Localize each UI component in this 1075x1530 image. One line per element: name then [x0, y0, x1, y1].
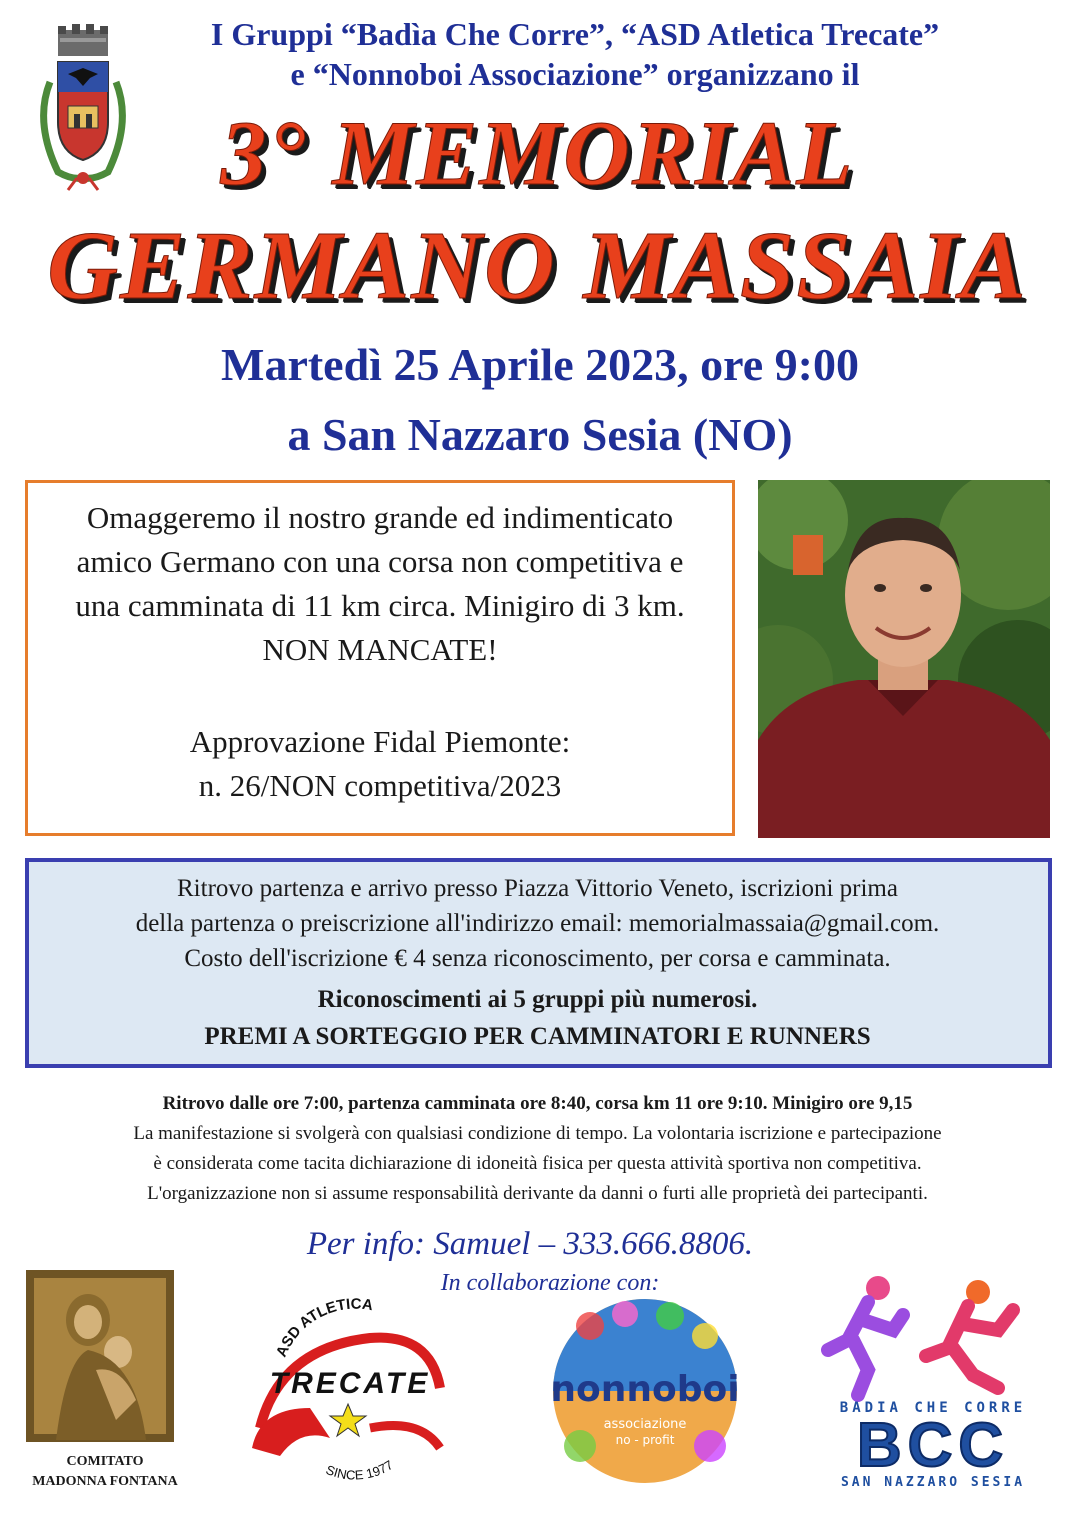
memorial-portrait-photo: [758, 480, 1050, 838]
intro-call-to-action: NON MANCATE!: [262, 632, 498, 667]
event-title-line-1: 3° MEMORIAL: [220, 102, 855, 204]
bcc-bottom-text: SAN NAZZARO SESIA: [840, 1475, 1026, 1490]
intro-line: Omaggeremo il nostro grande ed indimenticato: [86, 500, 674, 535]
intro-line: amico Germano con una corsa non competitiva e: [76, 544, 684, 579]
details-line: Costo dell'iscrizione € 4 senza riconoscimento, per corsa e camminata.: [184, 945, 891, 972]
contact-info: Per info: Samuel – 333.666.8806.: [306, 1226, 754, 1262]
details-line: Ritrovo partenza e arrivo presso Piazza Vittorio Veneto, iscrizioni prima: [177, 875, 898, 902]
comitato-label-line-1: COMITATO: [66, 1454, 144, 1469]
asd-atletica-trecate-logo: [240, 1278, 460, 1498]
organizers-line-2: e “Nonnoboi Associazione” organizzano il: [290, 56, 860, 92]
intro-line: una camminata di 11 km circa. Minigiro di 3 km.: [75, 588, 685, 623]
bcc-top-text: BADIA CHE CORRE: [839, 1400, 1027, 1416]
comitato-label: [16, 1452, 194, 1492]
bcc-letters-text: BCC: [856, 1411, 1010, 1480]
event-place: a San Nazzaro Sesia (NO): [287, 409, 793, 460]
event-date: Martedì 25 Aprile 2023, ore 9:00: [221, 339, 859, 390]
nonnoboi-name-text: nonnoboi: [550, 1369, 740, 1410]
event-title-line-2: GERMANO MASSAIA: [47, 212, 1028, 320]
approval-number: n. 26/NON competitiva/2023: [198, 768, 562, 803]
trecate-arc-top-text: ASD ATLETICA: [272, 1295, 375, 1360]
disclaimer-line: L'organizzazione non si assume responsabilità derivante da danni o furti alle proprietà dei partecipanti.: [147, 1183, 928, 1204]
trecate-name-text: TRECATE: [269, 1367, 431, 1400]
details-line: della partenza o preiscrizione all'indirizzo email: memorialmassaia@gmail.com.: [135, 910, 940, 937]
nonnoboi-logo: [550, 1296, 740, 1486]
badia-che-corre-logo: [808, 1270, 1058, 1495]
awards-line: Riconoscimenti ai 5 gruppi più numerosi.: [317, 986, 758, 1013]
schedule-line: Ritrovo dalle ore 7:00, partenza camminata ore 8:40, corsa km 11 ore 9:10. Minigiro ore 9,15: [162, 1093, 913, 1114]
approval-label: Approvazione Fidal Piemonte:: [189, 724, 571, 759]
madonna-relief-image: [26, 1270, 174, 1442]
nonnoboi-sub-text-1: associazione: [603, 1417, 687, 1432]
disclaimer-line: è considerata come tacita dichiarazione di idoneità fisica per questa attività sportiva non competitiva.: [153, 1153, 922, 1174]
prizes-line: PREMI A SORTEGGIO PER CAMMINATORI E RUNNERS: [204, 1023, 871, 1050]
trecate-since-text: SINCE 1977: [323, 1457, 396, 1483]
nonnoboi-sub-text-2: no - profit: [615, 1433, 675, 1447]
collaboration-label: In collaborazione con:: [440, 1270, 660, 1296]
disclaimer-line: La manifestazione si svolgerà con qualsiasi condizione di tempo. La volontaria iscrizione e partecipazione: [133, 1123, 942, 1144]
organizers-line-1: I Gruppi “Badìa Che Corre”, “ASD Atletica Trecate”: [210, 16, 940, 52]
comitato-label-line-2: MADONNA FONTANA: [32, 1474, 178, 1489]
